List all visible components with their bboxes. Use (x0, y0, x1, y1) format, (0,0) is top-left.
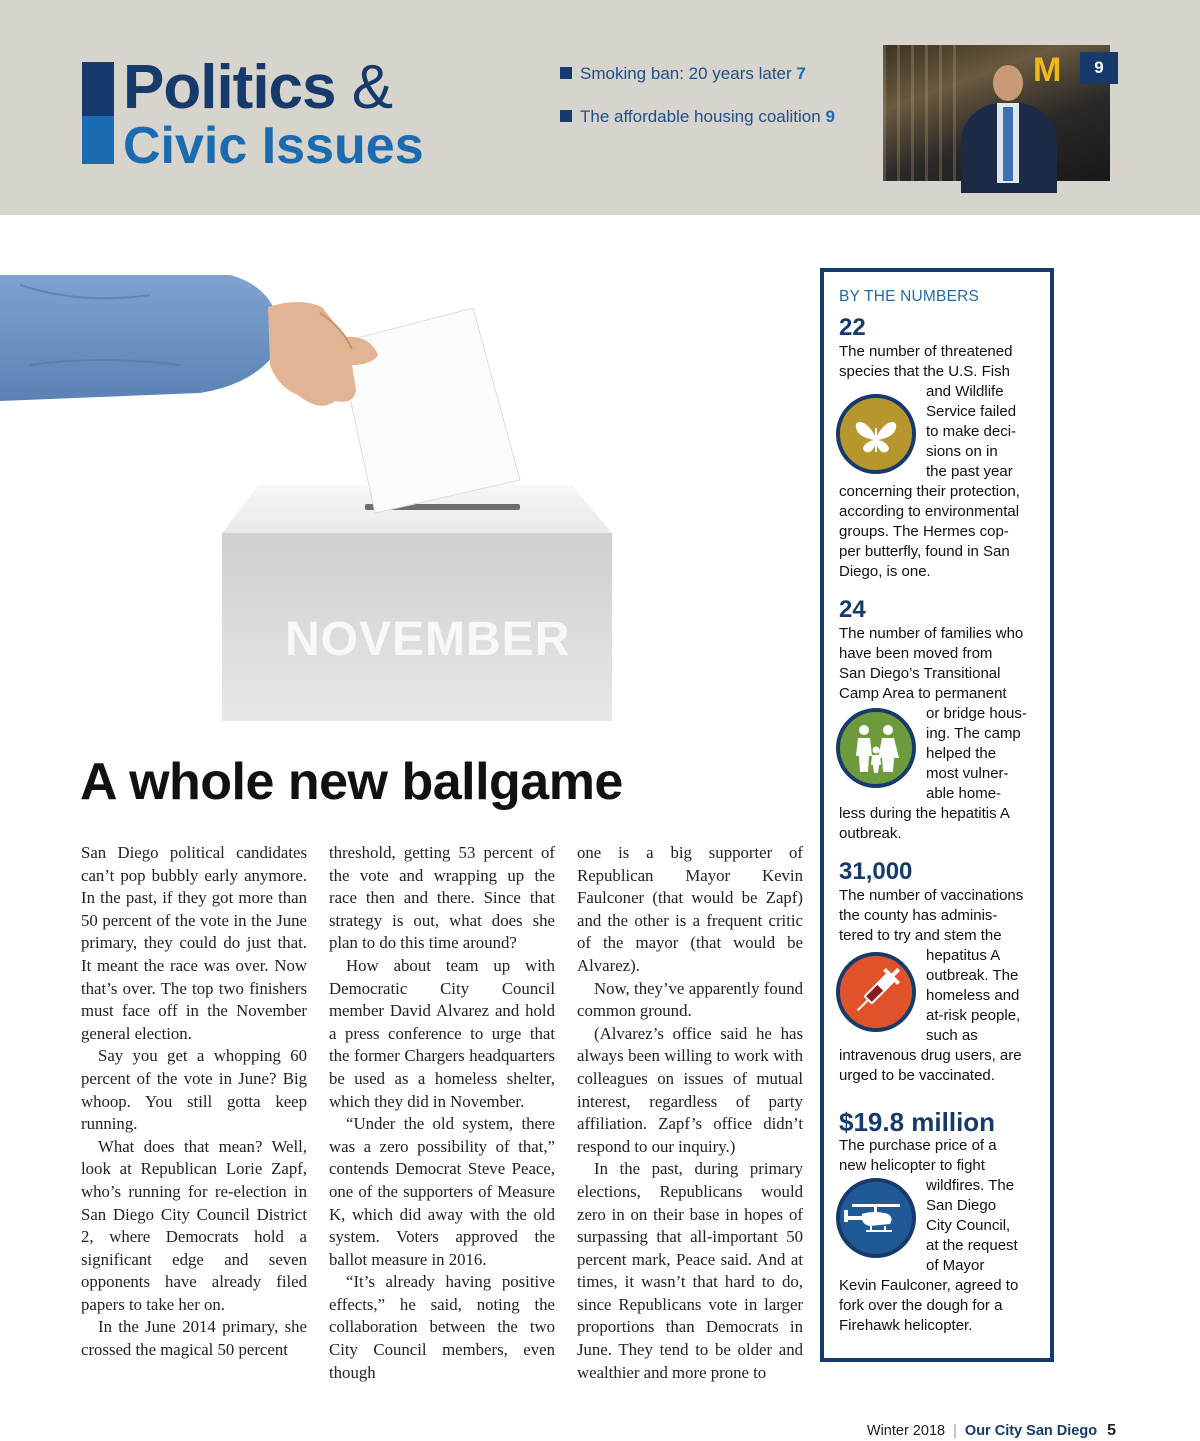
ballot-box-label: NOVEMBER (285, 613, 571, 666)
paragraph: Say you get a whopping 60 percent of the vote in June? Big whoop. You still gotta keep running. (81, 1046, 307, 1134)
paragraph: Now, they’ve apparently found common ground. (577, 978, 803, 1021)
bullet-square-icon (560, 67, 572, 79)
article-column-2 (329, 842, 555, 1382)
article-column-1 (81, 842, 307, 1362)
stat-helicopter: $19.8 million The purchase price of a new helicopter to fight wildfires. The San Diego City Council, at the request of Mayor Kevin Faulconer, agreed to fork over the dough for a Firehawk helicopter. (839, 1108, 1039, 1336)
section-bar-dark (82, 62, 114, 116)
sidebar-label: BY THE NUMBERS (839, 288, 980, 305)
stat-vaccinations: 31,000 The number of vaccinations the county has adminis- tered to try and stem the hepatitus A outbreak. The homeless and at-risk people, such as intravenous drug users, are urged to be vaccinated. (839, 858, 1039, 1086)
paragraph: one is a big supporter of Republican Mayor Kevin Faulconer (that would be Zapf) and the other is a frequent critic of the mayor (that would be Alvarez). (577, 843, 803, 975)
article-headline: A whole new ballgame (80, 753, 623, 811)
footer-publication: Our City San Diego (964, 1423, 1098, 1439)
section-bar-light (82, 116, 114, 164)
article-column-3 (577, 842, 803, 1382)
stat-number: 24 (839, 596, 866, 623)
paragraph: San Diego political candidates can’t pop bubbly early anymore. In the past, if they got more than 50 percent of the vote in the June primary, they could do just that. It meant the race was over. Now that’s over. The top two finishers must face off in the November general election. (81, 843, 307, 1043)
syringe-icon (836, 952, 916, 1032)
bullet-square-icon (560, 110, 572, 122)
stat-number: $19.8 million (839, 1107, 996, 1137)
stat-number: 22 (839, 314, 866, 341)
teaser-page-number: 9 (825, 107, 835, 126)
page-footer: Winter 2018 | Our City San Diego 5 (866, 1422, 1116, 1439)
teaser-page-number: 7 (796, 64, 806, 83)
footer-page-number: 5 (1107, 1422, 1116, 1439)
footer-issue: Winter 2018 (866, 1423, 946, 1439)
paragraph: (Alvarez’s office said he has always been willing to work with colleagues on issues of mutual interest, regardless of party affiliation. Zapf’s office didn’t respond to our inquiry.) (577, 1023, 803, 1156)
paragraph: “It’s already having positive effects,” he said, noting the collaboration between the two City Council members, even though (329, 1272, 555, 1382)
paragraph: threshold, getting 53 percent of the vote and wrapping up the race then and there. Since that strategy is out, what does she plan to do this time around? (329, 843, 555, 953)
butterfly-icon (836, 394, 916, 474)
paragraph: “Under the old system, there was a zero possibility of that,” contends Democrat Steve Peace, one of the supporters of Measure K, which did away with the old system. Voters approved the ballot measure in 2016. (329, 1114, 555, 1269)
photo-page-badge: 9 (1080, 52, 1118, 84)
stat-threatened-species: 22 The number of threatened species that the U.S. Fish and Wildlife Service failed to make deci- sions on in the past year concerning their protection, according to environmental groups. The Hermes cop- per butterfly, found in San Diego, is one. (839, 314, 1039, 582)
by-the-numbers-sidebar (820, 268, 1054, 1362)
paragraph: What does that mean? Well, look at Republican Lorie Zapf, who’s running for re-election in San Diego City Council District 2, where Democrats hold a significant edge and seven opponents have already filed papers to take her on. (81, 1136, 307, 1314)
teaser-photo: M (883, 45, 1110, 181)
section-title-line2: Civic Issues (123, 117, 424, 175)
stat-number: 31,000 (839, 858, 913, 885)
teaser-smoking-ban[interactable]: Smoking ban: 20 years later 7 (560, 64, 806, 84)
helicopter-icon (836, 1178, 916, 1258)
paragraph: In the past, during primary elections, Republicans would zero in on their base in hopes of surpassing that all-important 50 percent mark, Peace said. And at times, it wasn’t that hard to do, since Republicans vote in larger proportions than Democrats in June. They tend to be older and wealthier and more prone to (577, 1159, 803, 1382)
paragraph: How about team up with Democratic City Council member David Alvarez and hold a press conference to urge that the former Chargers headquarters be used as a homeless shelter, which they did in November. (329, 955, 555, 1111)
teaser-housing-coalition[interactable]: The affordable housing coalition 9 (560, 107, 835, 127)
section-title-line1: Politics & (123, 53, 393, 122)
family-icon (836, 708, 916, 788)
stat-families-moved: 24 The number of families who have been moved from San Diego’s Transitional Camp Area to permanent or bridge hous- ing. The camp helped the most vulner- able home- less during the hepatitis A outbreak. (839, 596, 1039, 844)
section-title-ampersand: & (351, 53, 393, 122)
paragraph: In the June 2014 primary, she crossed the magical 50 percent (81, 1317, 307, 1360)
